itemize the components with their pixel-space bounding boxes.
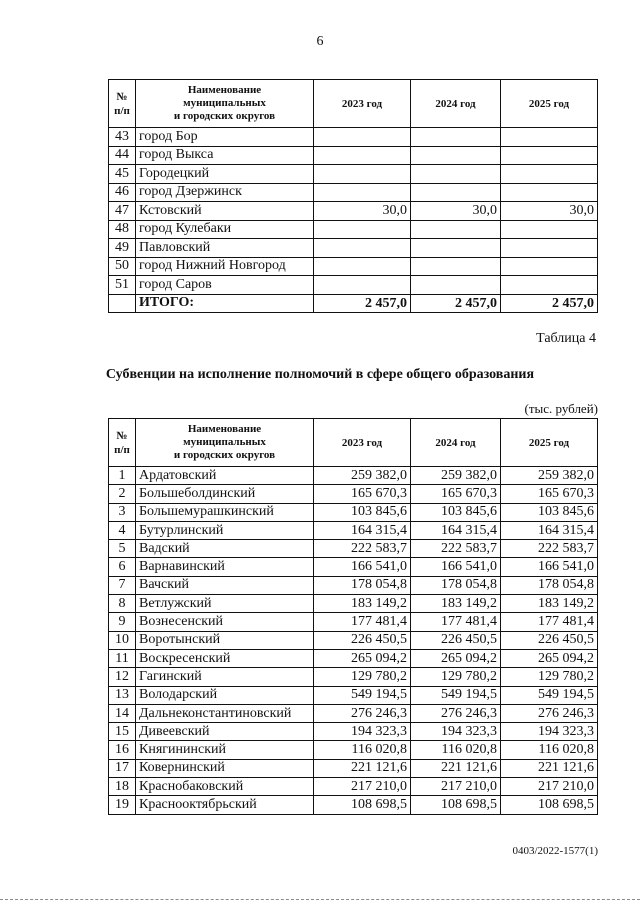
value-2023: 276 246,3 bbox=[314, 704, 411, 722]
row-number: 5 bbox=[109, 540, 136, 558]
value-2025: 183 149,2 bbox=[501, 595, 598, 613]
table-row bbox=[109, 503, 598, 521]
table-row bbox=[109, 686, 598, 704]
table-header-row bbox=[109, 80, 598, 128]
table-row bbox=[109, 631, 598, 649]
table-continued bbox=[108, 79, 598, 313]
row-name: город Саров bbox=[136, 276, 314, 295]
row-name: Краснооктябрьский bbox=[136, 796, 314, 814]
row-number: 47 bbox=[109, 202, 136, 221]
row-number: 16 bbox=[109, 741, 136, 759]
value-2023 bbox=[314, 165, 411, 184]
row-number: 46 bbox=[109, 183, 136, 202]
row-name: Володарский bbox=[136, 686, 314, 704]
table-row bbox=[109, 595, 598, 613]
row-number: 19 bbox=[109, 796, 136, 814]
table-row bbox=[109, 521, 598, 539]
value-2023: 177 481,4 bbox=[314, 613, 411, 631]
row-name: Большеболдинский bbox=[136, 485, 314, 503]
value-2024: 116 020,8 bbox=[411, 741, 501, 759]
value-2023: 103 845,6 bbox=[314, 503, 411, 521]
value-2023: 108 698,5 bbox=[314, 796, 411, 814]
table-row bbox=[109, 704, 598, 722]
value-2024 bbox=[411, 146, 501, 165]
row-name: город Бор bbox=[136, 128, 314, 147]
value-2023 bbox=[314, 257, 411, 276]
value-2025: 265 094,2 bbox=[501, 649, 598, 667]
value-2024: 194 323,3 bbox=[411, 723, 501, 741]
row-name: Варнавинский bbox=[136, 558, 314, 576]
total-label: ИТОГО: bbox=[136, 294, 314, 313]
value-2023: 194 323,3 bbox=[314, 723, 411, 741]
value-2025: 129 780,2 bbox=[501, 668, 598, 686]
row-number: 51 bbox=[109, 276, 136, 295]
value-2023: 221 121,6 bbox=[314, 759, 411, 777]
value-2025: 108 698,5 bbox=[501, 796, 598, 814]
value-2025: 177 481,4 bbox=[501, 613, 598, 631]
total-2024: 2 457,0 bbox=[411, 294, 501, 313]
table-row bbox=[109, 759, 598, 777]
table-row bbox=[109, 257, 598, 276]
table-title: Субвенции на исполнение полномочий в сфере общего образования bbox=[105, 367, 535, 382]
total-2025: 2 457,0 bbox=[501, 294, 598, 313]
header-num: № п/п bbox=[109, 419, 136, 467]
total-2023: 2 457,0 bbox=[314, 294, 411, 313]
value-2024 bbox=[411, 165, 501, 184]
row-name: Бутурлинский bbox=[136, 521, 314, 539]
row-number: 45 bbox=[109, 165, 136, 184]
value-2023: 183 149,2 bbox=[314, 595, 411, 613]
value-2023 bbox=[314, 239, 411, 258]
table-row bbox=[109, 613, 598, 631]
value-2023 bbox=[314, 146, 411, 165]
value-2023: 165 670,3 bbox=[314, 485, 411, 503]
value-2024: 265 094,2 bbox=[411, 649, 501, 667]
value-2024: 178 054,8 bbox=[411, 576, 501, 594]
value-2023: 549 194,5 bbox=[314, 686, 411, 704]
value-2023: 30,0 bbox=[314, 202, 411, 221]
row-name: Вачский bbox=[136, 576, 314, 594]
value-2025: 30,0 bbox=[501, 202, 598, 221]
value-2025 bbox=[501, 239, 598, 258]
row-number: 12 bbox=[109, 668, 136, 686]
table-header-row bbox=[109, 419, 598, 467]
row-name: Вадский bbox=[136, 540, 314, 558]
value-2023: 222 583,7 bbox=[314, 540, 411, 558]
row-name: город Кулебаки bbox=[136, 220, 314, 239]
row-number: 44 bbox=[109, 146, 136, 165]
value-2024: 103 845,6 bbox=[411, 503, 501, 521]
value-2024: 226 450,5 bbox=[411, 631, 501, 649]
value-2023: 226 450,5 bbox=[314, 631, 411, 649]
table-row bbox=[109, 723, 598, 741]
value-2024 bbox=[411, 257, 501, 276]
table-row bbox=[109, 165, 598, 184]
row-name: Ковернинский bbox=[136, 759, 314, 777]
row-number: 9 bbox=[109, 613, 136, 631]
value-2025: 166 541,0 bbox=[501, 558, 598, 576]
value-2023 bbox=[314, 128, 411, 147]
value-2024: 259 382,0 bbox=[411, 467, 501, 485]
value-2023 bbox=[314, 276, 411, 295]
value-2025: 116 020,8 bbox=[501, 741, 598, 759]
table-row bbox=[109, 276, 598, 295]
table-row bbox=[109, 467, 598, 485]
row-number: 10 bbox=[109, 631, 136, 649]
row-name: Вознесенский bbox=[136, 613, 314, 631]
row-name: город Выкса bbox=[136, 146, 314, 165]
value-2025: 217 210,0 bbox=[501, 778, 598, 796]
value-2025 bbox=[501, 276, 598, 295]
value-2024: 276 246,3 bbox=[411, 704, 501, 722]
row-name: Ветлужский bbox=[136, 595, 314, 613]
value-2024: 217 210,0 bbox=[411, 778, 501, 796]
value-2025: 178 054,8 bbox=[501, 576, 598, 594]
row-name: Кстовский bbox=[136, 202, 314, 221]
row-number: 8 bbox=[109, 595, 136, 613]
row-name: город Дзержинск bbox=[136, 183, 314, 202]
header-name: Наименование муниципальных и городских округов bbox=[136, 80, 314, 128]
row-name: Городецкий bbox=[136, 165, 314, 184]
value-2025: 259 382,0 bbox=[501, 467, 598, 485]
header-2025: 2025 год bbox=[501, 80, 598, 128]
value-2025: 276 246,3 bbox=[501, 704, 598, 722]
value-2024: 183 149,2 bbox=[411, 595, 501, 613]
value-2023: 217 210,0 bbox=[314, 778, 411, 796]
row-name: Павловский bbox=[136, 239, 314, 258]
value-2023 bbox=[314, 183, 411, 202]
table-row bbox=[109, 778, 598, 796]
value-2024: 166 541,0 bbox=[411, 558, 501, 576]
value-2024: 549 194,5 bbox=[411, 686, 501, 704]
document-code: 0403/2022-1577(1) bbox=[512, 845, 598, 857]
row-name: Княгининский bbox=[136, 741, 314, 759]
value-2025 bbox=[501, 183, 598, 202]
table-row bbox=[109, 649, 598, 667]
value-2025 bbox=[501, 128, 598, 147]
row-number: 49 bbox=[109, 239, 136, 258]
row-number: 6 bbox=[109, 558, 136, 576]
value-2024 bbox=[411, 276, 501, 295]
value-2024: 221 121,6 bbox=[411, 759, 501, 777]
header-2024: 2024 год bbox=[411, 80, 501, 128]
value-2023: 259 382,0 bbox=[314, 467, 411, 485]
header-num: № п/п bbox=[109, 80, 136, 128]
value-2023: 178 054,8 bbox=[314, 576, 411, 594]
value-2025: 222 583,7 bbox=[501, 540, 598, 558]
row-name: Краснобаковский bbox=[136, 778, 314, 796]
row-number: 7 bbox=[109, 576, 136, 594]
value-2023: 265 094,2 bbox=[314, 649, 411, 667]
value-2023: 116 020,8 bbox=[314, 741, 411, 759]
value-2024: 164 315,4 bbox=[411, 521, 501, 539]
row-number: 18 bbox=[109, 778, 136, 796]
row-number: 17 bbox=[109, 759, 136, 777]
value-2023: 164 315,4 bbox=[314, 521, 411, 539]
row-name: Большемурашкинский bbox=[136, 503, 314, 521]
value-2024: 129 780,2 bbox=[411, 668, 501, 686]
header-2024: 2024 год bbox=[411, 419, 501, 467]
value-2023: 166 541,0 bbox=[314, 558, 411, 576]
row-number: 13 bbox=[109, 686, 136, 704]
value-2025: 165 670,3 bbox=[501, 485, 598, 503]
value-2024 bbox=[411, 220, 501, 239]
row-number: 43 bbox=[109, 128, 136, 147]
value-2025 bbox=[501, 220, 598, 239]
row-name: Дальнеконстантиновский bbox=[136, 704, 314, 722]
row-number: 4 bbox=[109, 521, 136, 539]
table-row bbox=[109, 796, 598, 814]
table-row bbox=[109, 202, 598, 221]
value-2025: 549 194,5 bbox=[501, 686, 598, 704]
table-row bbox=[109, 239, 598, 258]
table-row bbox=[109, 183, 598, 202]
units-note: (тыс. рублей) bbox=[524, 401, 598, 416]
row-name: Гагинский bbox=[136, 668, 314, 686]
value-2024: 165 670,3 bbox=[411, 485, 501, 503]
value-2025 bbox=[501, 257, 598, 276]
value-2024 bbox=[411, 128, 501, 147]
table-label: Таблица 4 bbox=[536, 331, 596, 346]
row-number: 1 bbox=[109, 467, 136, 485]
row-name: Дивеевский bbox=[136, 723, 314, 741]
header-2023: 2023 год bbox=[314, 80, 411, 128]
row-name: город Нижний Новгород bbox=[136, 257, 314, 276]
value-2025: 226 450,5 bbox=[501, 631, 598, 649]
table-row bbox=[109, 128, 598, 147]
value-2024 bbox=[411, 183, 501, 202]
value-2024: 222 583,7 bbox=[411, 540, 501, 558]
total-num-cell bbox=[109, 294, 136, 313]
table-row bbox=[109, 540, 598, 558]
table-row bbox=[109, 146, 598, 165]
value-2025: 221 121,6 bbox=[501, 759, 598, 777]
row-number: 50 bbox=[109, 257, 136, 276]
value-2025: 194 323,3 bbox=[501, 723, 598, 741]
row-number: 11 bbox=[109, 649, 136, 667]
page-number: 6 bbox=[316, 34, 324, 49]
row-number: 3 bbox=[109, 503, 136, 521]
total-row bbox=[109, 294, 598, 313]
table-4 bbox=[108, 418, 598, 815]
header-name: Наименование муниципальных и городских округов bbox=[136, 419, 314, 467]
value-2025 bbox=[501, 165, 598, 184]
value-2025: 164 315,4 bbox=[501, 521, 598, 539]
row-number: 2 bbox=[109, 485, 136, 503]
value-2024: 108 698,5 bbox=[411, 796, 501, 814]
header-2025: 2025 год bbox=[501, 419, 598, 467]
row-name: Воскресенский bbox=[136, 649, 314, 667]
row-number: 14 bbox=[109, 704, 136, 722]
value-2024: 30,0 bbox=[411, 202, 501, 221]
row-name: Ардатовский bbox=[136, 467, 314, 485]
table-row bbox=[109, 668, 598, 686]
table-row bbox=[109, 220, 598, 239]
value-2025 bbox=[501, 146, 598, 165]
row-name: Воротынский bbox=[136, 631, 314, 649]
header-2023: 2023 год bbox=[314, 419, 411, 467]
table-row bbox=[109, 485, 598, 503]
row-number: 48 bbox=[109, 220, 136, 239]
scan-edge-divider bbox=[0, 899, 640, 900]
value-2023: 129 780,2 bbox=[314, 668, 411, 686]
value-2023 bbox=[314, 220, 411, 239]
table-row bbox=[109, 558, 598, 576]
value-2024: 177 481,4 bbox=[411, 613, 501, 631]
value-2025: 103 845,6 bbox=[501, 503, 598, 521]
table-row bbox=[109, 741, 598, 759]
value-2024 bbox=[411, 239, 501, 258]
table-row bbox=[109, 576, 598, 594]
row-number: 15 bbox=[109, 723, 136, 741]
